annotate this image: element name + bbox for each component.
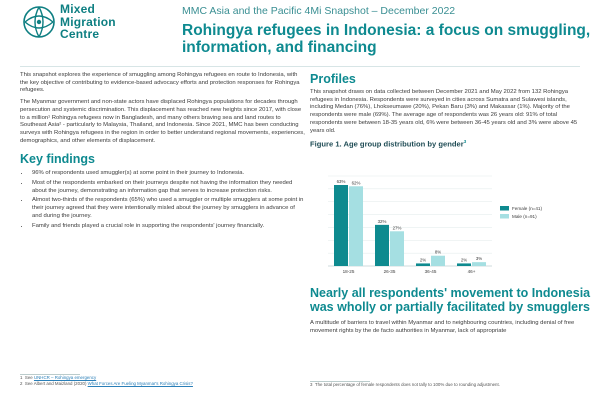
key-finding-item: • 96% of respondents used smuggler(s) at some point in their journey to Indonesia. [30, 170, 305, 178]
figure-footnote-ref: 3 [463, 139, 467, 145]
bar [349, 186, 363, 266]
bar [375, 225, 389, 266]
bar [431, 256, 445, 266]
key-findings-list [20, 170, 305, 230]
header-divider [20, 66, 580, 67]
footnote-3 [310, 382, 595, 388]
logo-wordmark [60, 3, 116, 41]
profiles-heading: Profiles [310, 72, 356, 86]
profiles-paragraph: This snapshot draws on data collected between December 2021 and May 2022 from 132 Rohingya refugees in Indonesia. Respondents were surveyed in cities across Sumatra and Sulawesi islands, including Medan (76%), Lhokseumawe (20%), Pekan Baru (3%) and Makassar (1%). Majority of the respondents were male (69%). The average age of respondents was 26 years old: 91% of total respondents were between 18-35 years old, 6% were between 36-45 years old and 3% were above 45 years old. [310, 89, 578, 134]
footnote-number: 1 [20, 375, 23, 380]
data-label: 32% [377, 218, 387, 224]
data-label: 2% [419, 257, 427, 263]
mmc-logo-icon [22, 4, 56, 44]
bar [457, 263, 471, 266]
x-tick-label: 36-45 [424, 269, 437, 274]
logo-line-1: Mixed [60, 2, 96, 16]
intro-paragraph: This snapshot explores the experience of smuggling among Rohingya refugees en route to Indonesia, with the key objective of contributing to evidence-based advocacy efforts and protection responses for Rohingya refugees. [20, 72, 300, 94]
context-paragraph: The Myanmar government and non-state actors have displaced Rohingya populations for decades through persecution and systemic discrimination. This displacement has reached new heights since 2017, with close to a million¹ Rohingya refugees now in Bangladesh, and many others braving sea and land routes to Southeast Asia² - particularly to Malaysia, Thailand, and Indonesia. Since 2021, MMC has been conducting surveys with Rohingya refugees in the region in order to better understand regional movements, experiences, demographics, and other elements of displacement. [20, 99, 305, 144]
bar [416, 263, 430, 266]
data-label: 63% [336, 179, 346, 184]
figure-title-text: Figure 1. Age group distribution by gender [310, 139, 464, 149]
x-tick-label: 46+ [467, 269, 476, 274]
key-finding-item: • Almost two-thirds of the respondents (65%) who used a smuggler or multiple smugglers at some point in their journey agreed that they were intentionally misled about the journey by smugglers in advance of and during the journey. [30, 197, 305, 220]
footnote-link[interactable]: What Forces Are Fueling Myanmar's Rohingya Crisis? [87, 381, 193, 386]
key-finding-item: • Most of the respondents embarked on their journeys despite not having the information they needed about the journey, demonstrating an information gap that serves to increase protection risks. [30, 180, 305, 195]
logo-line-3: Centre [60, 27, 100, 41]
age-group-bar-chart [310, 170, 590, 280]
data-label: 62% [351, 180, 361, 186]
data-label: 27% [392, 225, 402, 231]
right-column [310, 72, 590, 151]
footnote-2 [20, 381, 305, 387]
footnote-text: The total percentage of female respondents does not tally to 100% due to rounding adjustment. [314, 382, 500, 387]
data-label: 3% [475, 256, 483, 262]
data-label: 2% [460, 257, 468, 263]
section-paragraph: A multitude of barriers to travel within Myanmar and to neighbouring countries, including denial of free movement rights by the de facto authorities in Myanmar, lack of appropriate [310, 320, 575, 334]
left-footnotes [20, 374, 305, 387]
key-finding-item: • Family and friends played a crucial role in supporting the respondents' journey financially. [30, 223, 305, 231]
logo-line-2: Migration [60, 14, 116, 29]
left-column [20, 72, 305, 232]
page-header [0, 0, 600, 66]
page-title: Rohingya refugees in Indonesia: a focus on smuggling, information, and financing [182, 22, 591, 56]
figure-title [310, 139, 590, 149]
x-tick-label: 26-35 [383, 269, 396, 274]
legend-swatch [500, 214, 509, 219]
right-footnotes [310, 381, 595, 388]
x-tick-label: 18-25 [342, 269, 355, 274]
key-findings-heading: Key findings [20, 152, 96, 167]
footnote-link[interactable]: UNHCR – Rohingya emergency [33, 375, 97, 380]
footnote-text: See [24, 375, 34, 380]
bar [390, 231, 404, 266]
bar [472, 262, 486, 266]
legend-label: Male (n=91) [512, 214, 537, 219]
data-label: 8% [434, 249, 442, 255]
snapshot-label: MMC Asia and the Pacific 4Mi Snapshot – December 2022 [182, 5, 456, 17]
legend-label: Female (n=41) [512, 206, 543, 211]
footnote-number: 3 [310, 382, 313, 387]
section-heading: Nearly all respondents' movement to Indonesia was wholly or partially facilitated by smugglers [310, 286, 591, 314]
footnote-text: See Albert and Maizland (2020) [24, 381, 88, 386]
bar [334, 185, 348, 266]
footnote-number: 2 [20, 381, 23, 386]
legend-swatch [500, 206, 509, 211]
